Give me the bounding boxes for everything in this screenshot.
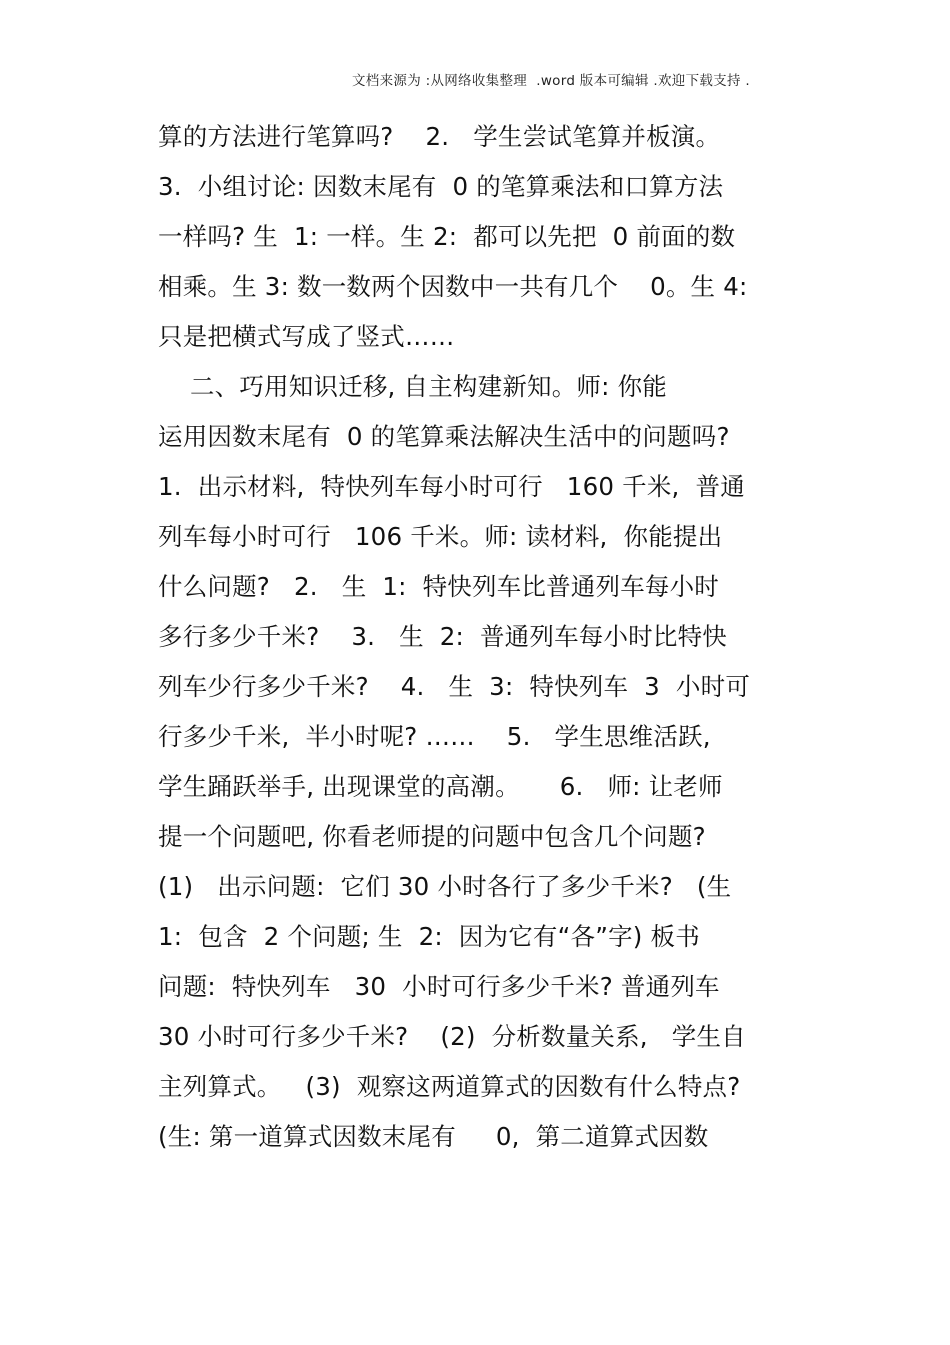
text-line: 算的方法进行笔算吗? 2. 学生尝试笔算并板演。 — [158, 122, 721, 151]
text-line: 什么问题? 2. 生 1: 特快列车比普通列车每小时 — [158, 572, 719, 601]
text-line: 1. 出示材料, 特快列车每小时可行 160 千米, 普通 — [158, 472, 745, 501]
text-line: 多行多少千米? 3. 生 2: 普通列车每小时比特快 — [158, 622, 727, 651]
document-body — [158, 112, 798, 1162]
text-line: 相乘。生 3: 数一数两个因数中一共有几个 0。生 4: — [158, 272, 748, 301]
text-line: 3. 小组讨论: 因数末尾有 0 的笔算乘法和口算方法 — [158, 172, 724, 201]
text-line: 30 小时可行多少千米? (2) 分析数量关系, 学生自 — [158, 1022, 746, 1051]
text-line: 只是把横式写成了竖式…… — [158, 322, 455, 351]
text-line: 列车少行多少千米? 4. 生 3: 特快列车 3 小时可 — [158, 672, 751, 701]
text-line: 行多少千米, 半小时呢? …… 5. 学生思维活跃, — [158, 722, 711, 751]
text-line: 主列算式。 (3) 观察这两道算式的因数有什么特点? — [158, 1072, 741, 1101]
text-line: 问题: 特快列车 30 小时可行多少千米? 普通列车 — [158, 972, 720, 1001]
text-line: (生: 第一道算式因数末尾有 0, 第二道算式因数 — [158, 1122, 709, 1151]
text-line: 1: 包含 2 个问题; 生 2: 因为它有“各”字) 板书 — [158, 922, 700, 951]
text-line: (1) 出示问题: 它们 30 小时各行了多少千米? (生 — [158, 872, 732, 901]
text-line: 列车每小时可行 106 千米。师: 读材料, 你能提出 — [158, 522, 723, 551]
text-line: 运用因数末尾有 0 的笔算乘法解决生活中的问题吗? — [158, 422, 730, 451]
text-line: 一样吗? 生 1: 一样。生 2: 都可以先把 0 前面的数 — [158, 222, 736, 251]
page-header: 文档来源为 :从网络收集整理 .word 版本可编辑 .欢迎下载支持 . — [352, 73, 750, 89]
text-line: 提一个问题吧, 你看老师提的问题中包含几个问题? — [158, 822, 706, 851]
text-line: 学生踊跃举手, 出现课堂的高潮。 6. 师: 让老师 — [158, 772, 723, 801]
text-line: 二、巧用知识迁移, 自主构建新知。师: 你能 — [158, 372, 667, 401]
